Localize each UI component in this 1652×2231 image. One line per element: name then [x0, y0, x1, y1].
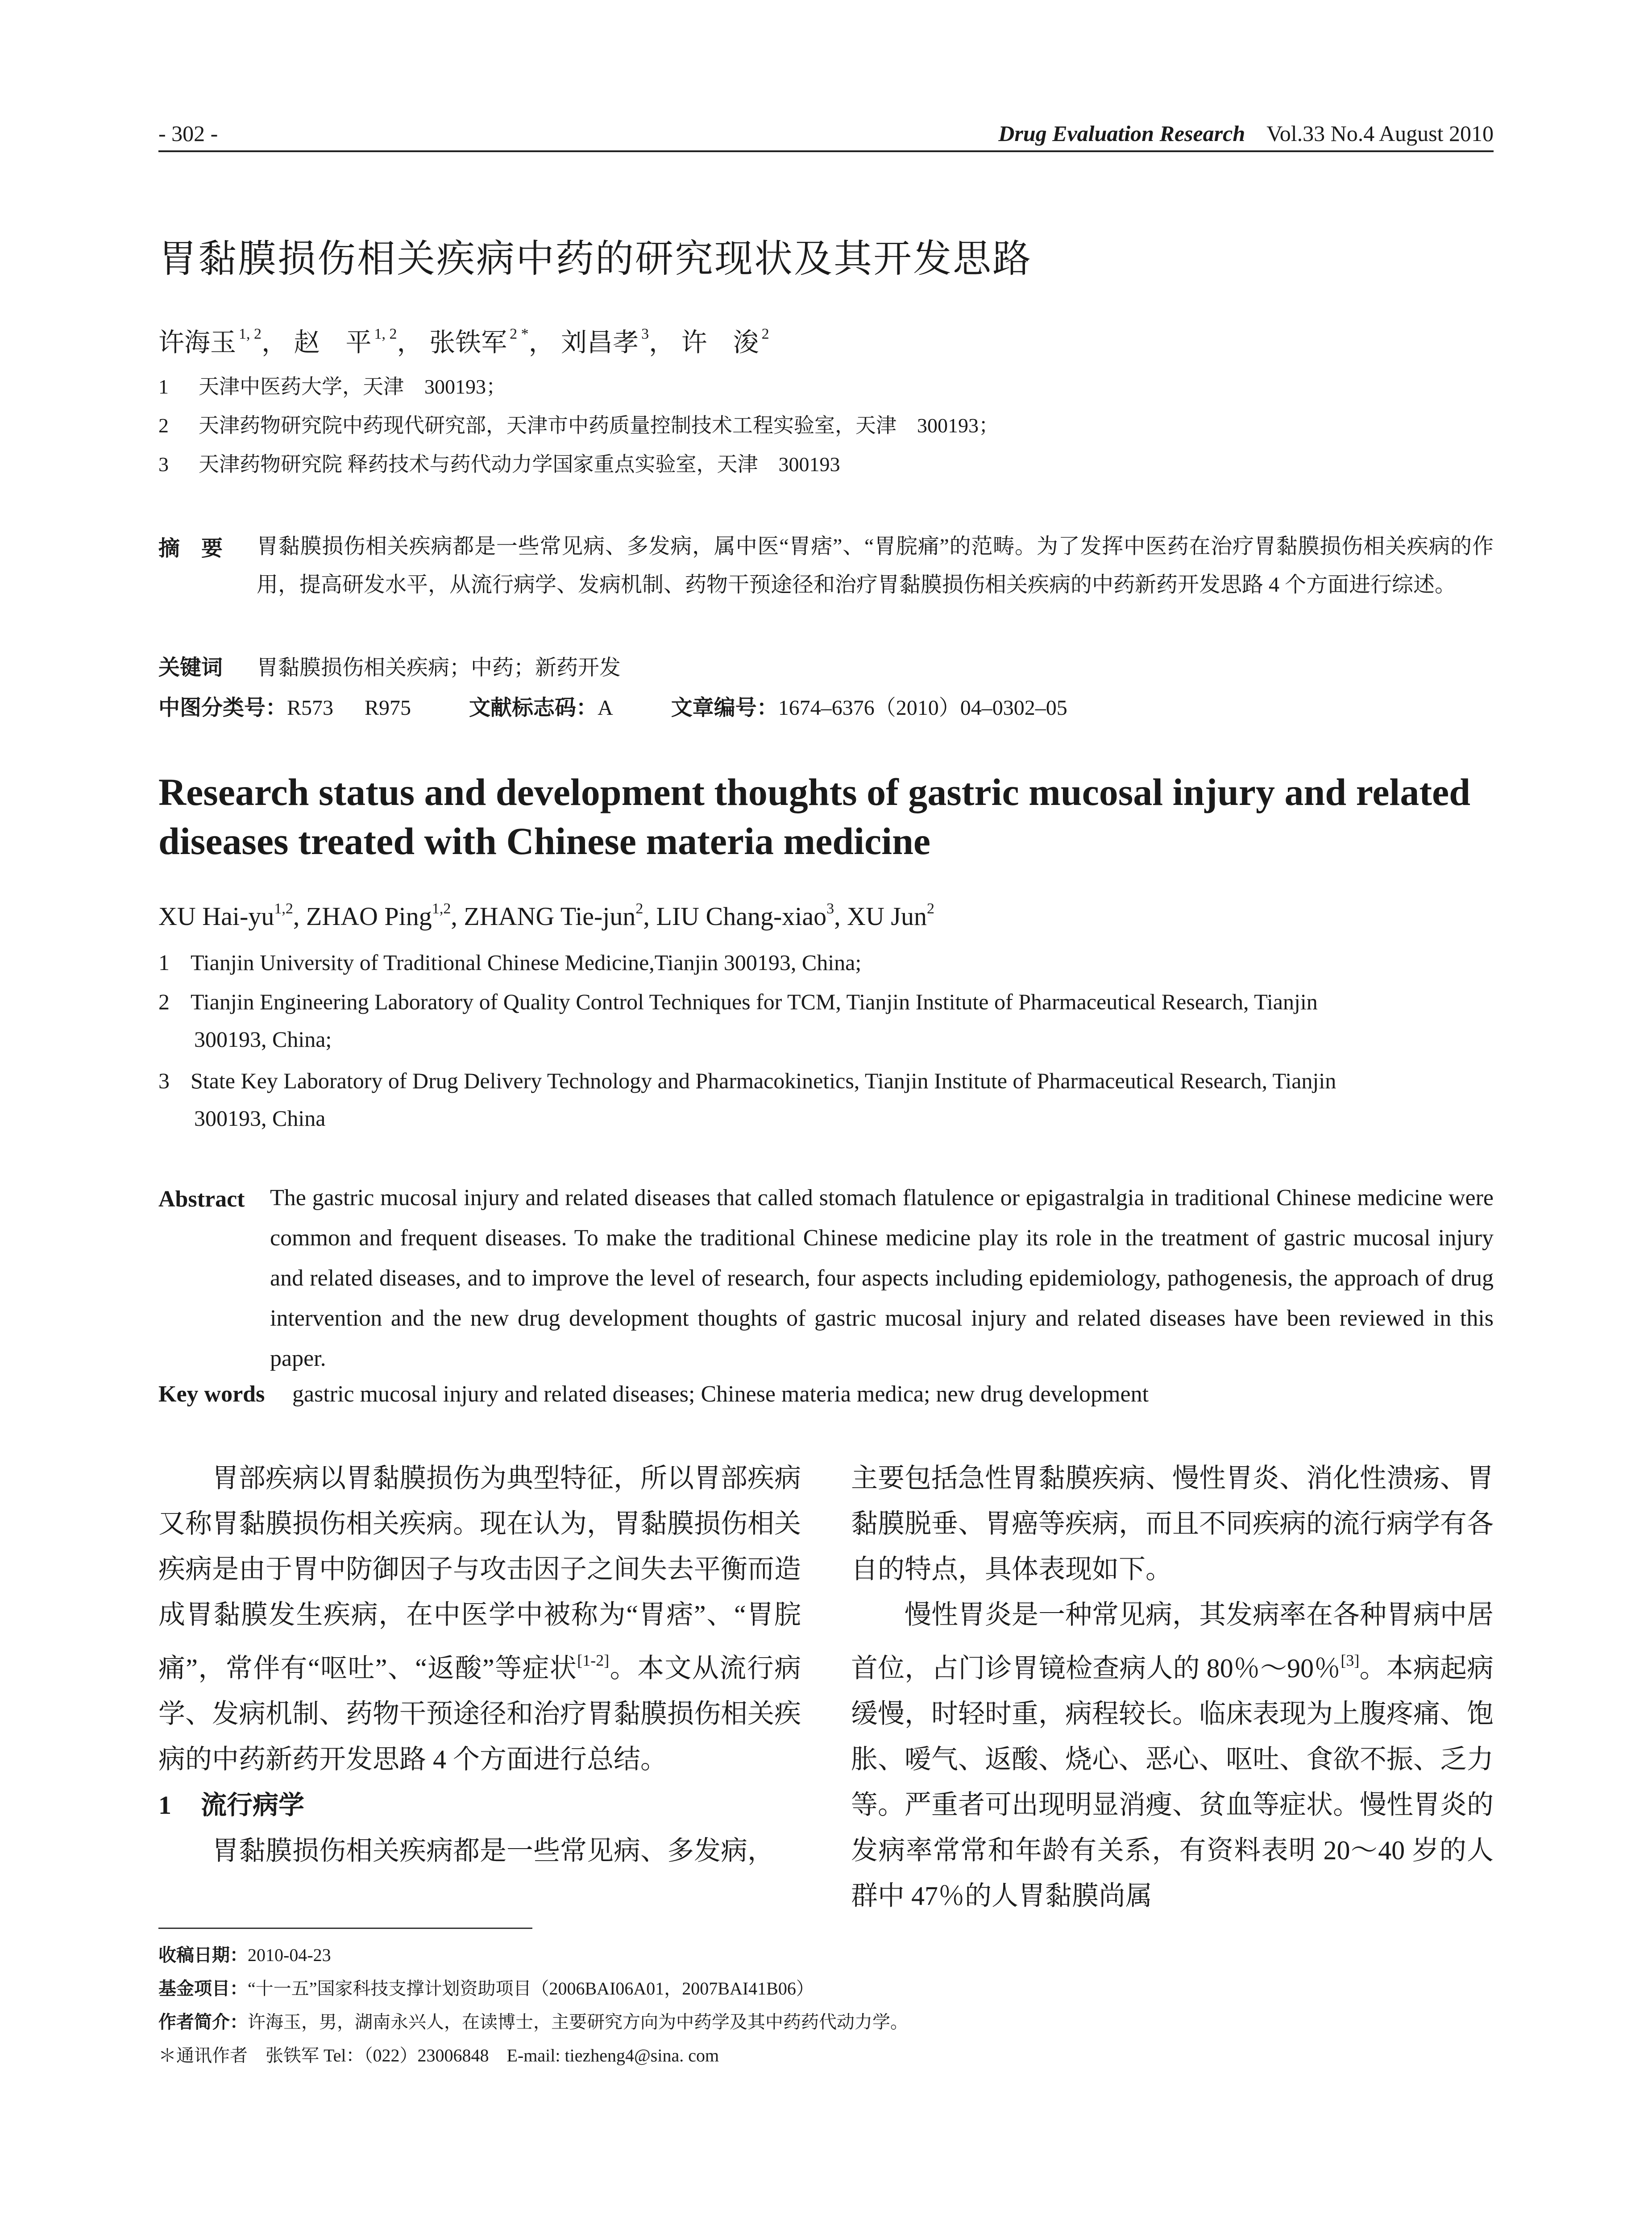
en-abstract: The gastric mucosal injury and related diseases that called stomach flatulence or epigastralgia in traditional Chinese medicine were common and frequent diseases. To make the traditional Chinese medicine play its role in the treatment of gastric mucosal injury and related diseases, and to improve the level of research, four aspects including epidemiology, pathogenesis, the approach of drug intervention and the new drug development thoughts of gastric mucosal injury and related diseases have been reviewed in this paper.: [270, 1185, 1494, 1371]
en-author: ZHAO Ping$^{1,2}$,: [306, 900, 464, 931]
cn-abstract: 胃黏膜损伤相关疾病都是一些常见病、多发病，属中医“胃痞”、“胃脘痛”的范畴。为了发挥中医药在治疗胃黏膜损伤相关疾病的作用，提高研发水平，从流行病学、发病机制、药物干预途径和治疗胃黏膜损伤相关疾病的中药新药开发思路 4 个方面进行综述。: [257, 535, 1494, 597]
footnote-fund: 基金项目：“十一五”国家科技支撑计划资助项目（2006BAI06A01，2007BAI41B06）: [158, 1978, 814, 1999]
doc-code: A: [598, 696, 613, 720]
cn-abstract-label: 摘 要: [158, 536, 223, 561]
cn-author: 许 浚 $^2$: [681, 326, 769, 357]
en-affiliation: 1 Tianjin University of Traditional Chinese Medicine,Tianjin 300193, China;: [158, 950, 862, 975]
cn-affiliation: 2 天津药物研究院中药现代研究部，天津市中药质量控制技术工程实验室，天津 300193；: [158, 414, 999, 437]
en-affiliation: 2 Tianjin Engineering Laboratory of Quality Control Techniques for TCM, Tianjin Institute of Pharmaceutical Research, Tianjin 300193, China;: [158, 989, 1318, 1052]
en-title: Research status and development thoughts of gastric mucosal injury and related diseases treated with Chinese materia medicine: [158, 771, 1470, 863]
en-author: ZHANG Tie-jun$^2$,: [464, 900, 656, 931]
cn-author: 赵 平 $^{1, 2}$，: [294, 326, 423, 357]
en-affiliation: 3 State Key Laboratory of Drug Delivery Technology and Pharmacokinetics, Tianjin Institute of Pharmaceutical Research, Tianjin 300193, China: [158, 1068, 1337, 1131]
cn-title: 胃黏膜损伤相关疾病中药的研究现状及其开发思路: [158, 236, 1032, 281]
section1-paragraph-1: 胃黏膜损伤相关疾病都是一些常见病、多发病，: [212, 1836, 774, 1866]
cn-affiliation: 1 天津中医药大学，天津 300193；: [158, 375, 506, 398]
article-no-label: 文章编号：: [671, 695, 778, 720]
en-author: LIU Chang-xiao$^3$,: [656, 900, 847, 931]
footnote-author: 作者简介：许海玉，男，湖南永兴人，在读博士，主要研究方向为中药学及其中药药代动力学。: [158, 2012, 908, 2032]
page-number: - 302 -: [158, 121, 218, 146]
classification-row: [158, 690, 1067, 721]
citation: [3]: [1341, 1651, 1360, 1669]
en-author: XU Jun$^2$: [847, 900, 934, 931]
cn-author: 张铁军 $^{2 *}$，: [429, 326, 555, 357]
cn-author: 刘昌孝 $^3$，: [561, 326, 675, 357]
intro-paragraph: 胃部疾病以胃黏膜损伤为典型特征，所以胃部疾病又称胃黏膜损伤相关疾病。现在认为，胃黏膜损伤相关疾病是由于胃中防御因子与攻击因子之间失去平衡而造成胃黏膜发生疾病，在中医学中被称为“胃痞”、“胃脘痛”，常伴有“呕吐”、“返酸”等症状[1-2]。本文从流行病学、发病机制、药物干预途径和治疗胃黏膜损伤相关疾病的中药新药开发思路 4 个方面进行总结。: [158, 1464, 801, 1774]
cn-affiliation: 3 天津药物研究院 释药技术与药代动力学国家重点实验室，天津 300193: [158, 453, 840, 476]
section1-paragraph-2: 慢性胃炎是一种常见病，其发病率在各种胃病中居首位，占门诊胃镜检查病人的 80％～90％[3]。本病起病缓慢，时轻时重，病程较长。临床表现为上腹疼痛、饱胀、嗳气、返酸、烧心、恶心、呕吐、食欲不振、乏力等。严重者可出现明显消瘦、贫血等症状。慢性胃炎的发病率常常和年龄有关系，有资料表明 20～40 岁的人群中 47％的人胃黏膜尚属: [851, 1600, 1494, 1911]
footnote-received: 收稿日期：2010-04-23: [158, 1945, 331, 1966]
citation: [1-2]: [577, 1651, 610, 1669]
doc-code-label: 文献标志码：: [469, 695, 598, 720]
section-heading: 1 流行病学: [158, 1790, 305, 1820]
footnote-rule: [158, 1928, 532, 1929]
en-abstract-label: Abstract: [158, 1186, 245, 1212]
clc-label: 中图分类号：: [158, 695, 287, 720]
cn-author: 许海玉 $^{1, 2}$，: [158, 326, 288, 357]
en-author-list: [158, 900, 934, 931]
footnote-corresponding: ＊通讯作者 张铁军 Tel：（022）23006848 E-mail: tiezheng4@sina. com: [158, 2045, 719, 2065]
body-column-right: [851, 1456, 1494, 1919]
en-keywords-label: Key words: [158, 1381, 265, 1407]
header-rule: [158, 150, 1494, 152]
cn-keywords: 胃黏膜损伤相关疾病；中药；新药开发: [257, 656, 621, 680]
en-author: XU Hai-yu$^{1,2}$,: [158, 900, 306, 931]
en-keywords: gastric mucosal injury and related diseases; Chinese materia medica; new drug development: [292, 1381, 1149, 1407]
cn-author-list: [158, 321, 769, 359]
article-no: 1674–6376（2010）04–0302–05: [778, 696, 1067, 720]
clc-value-1: R573: [287, 696, 334, 720]
journal-name: Drug Evaluation Research: [998, 121, 1245, 146]
issue-info: Vol.33 No.4 August 2010: [1266, 121, 1494, 146]
running-header: [998, 120, 1494, 146]
body-column-left: [158, 1456, 801, 1874]
cn-keywords-label: 关键词: [158, 655, 223, 680]
section1-paragraph-1-continued: 主要包括急性胃黏膜疾病、慢性胃炎、消化性溃疡、胃黏膜脱垂、胃癌等疾病，而且不同疾病的流行病学有各自的特点，具体表现如下。: [851, 1464, 1494, 1584]
clc-value-2: R975: [365, 696, 411, 720]
